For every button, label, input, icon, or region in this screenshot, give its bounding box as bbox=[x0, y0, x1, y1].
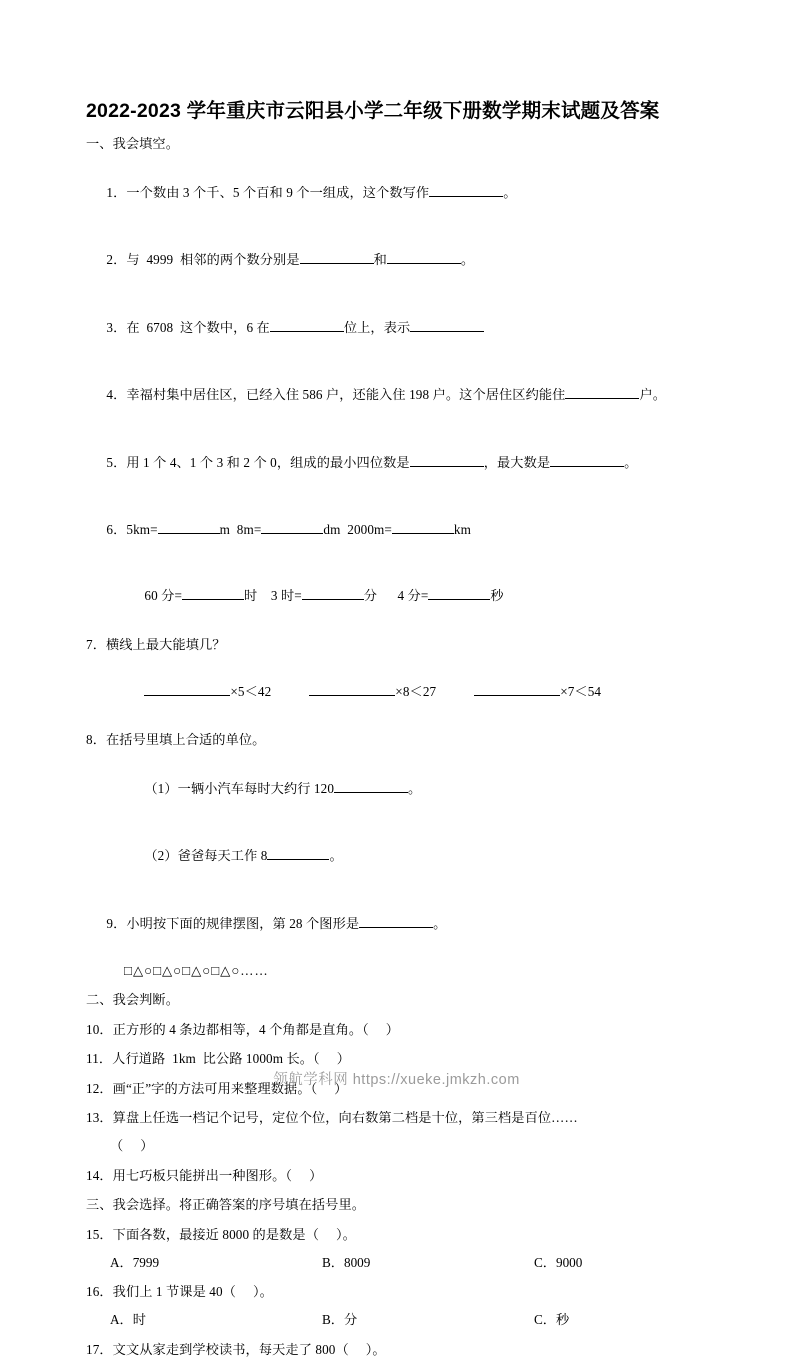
question-3-text-a: 3．在 6708 这个数中，6 在 bbox=[106, 319, 270, 335]
section-heading-fill-in: 一、我会填空。 bbox=[86, 136, 180, 151]
question-16: 16．我们上 1 节课是 40（ ）。 bbox=[86, 1284, 273, 1299]
answer-blank[interactable] bbox=[144, 683, 230, 696]
question-16-options bbox=[86, 1310, 706, 1329]
question-8-1-end: 。 bbox=[408, 780, 422, 796]
answer-blank[interactable] bbox=[392, 521, 454, 534]
answer-blank[interactable] bbox=[302, 587, 364, 600]
option-c[interactable]: C．9000 bbox=[534, 1254, 583, 1270]
answer-blank[interactable] bbox=[267, 847, 329, 860]
question-8-1-text: （1）一辆小汽车每时大约行 120 bbox=[144, 780, 335, 796]
question-5-text-b: ，最大数是 bbox=[483, 454, 551, 470]
option-a[interactable]: A．7999 bbox=[110, 1254, 160, 1270]
question-2-end: 。 bbox=[460, 252, 475, 267]
question-7-blanks bbox=[86, 663, 706, 720]
question-13: 13．算盘上任选一档记个记号，定位个位，向右数第二档是十位，第三档是百位…… bbox=[86, 1110, 578, 1125]
answer-blank[interactable] bbox=[410, 319, 484, 332]
question-6-text-a: 6．5km= bbox=[106, 522, 158, 537]
question-8-2-end: 。 bbox=[329, 848, 343, 863]
answer-blank[interactable] bbox=[410, 454, 484, 467]
question-9-sequence: □△○□△○□△○□△○…… bbox=[124, 962, 269, 978]
question-7-a: ×5＜42 bbox=[230, 683, 272, 699]
answer-blank[interactable] bbox=[182, 587, 244, 600]
answer-blank[interactable] bbox=[261, 521, 323, 534]
question-9 bbox=[86, 895, 706, 952]
question-1-end: 。 bbox=[503, 184, 517, 200]
question-8-2 bbox=[86, 827, 706, 884]
question-7: 7．横线上最大能填几？ bbox=[86, 636, 226, 652]
question-6-text-f: 时 3 时= bbox=[244, 588, 302, 603]
question-8-1 bbox=[86, 760, 706, 817]
question-3-text-b: 位上，表示 bbox=[343, 319, 411, 335]
watermark: 领航学科网 https://xueke.jmkzh.com bbox=[273, 1072, 520, 1088]
answer-blank[interactable] bbox=[300, 251, 374, 264]
question-6-text-c: dm 2000m= bbox=[323, 522, 392, 537]
page-title: 2022-2023 学年重庆市云阳县小学二年级下册数学期末试题及答案 bbox=[86, 100, 660, 122]
question-2 bbox=[86, 231, 706, 288]
answer-blank[interactable] bbox=[158, 521, 220, 534]
question-7-b: ×8＜27 bbox=[395, 683, 437, 699]
question-15-options bbox=[86, 1253, 706, 1272]
answer-blank[interactable] bbox=[334, 780, 408, 793]
answer-blank[interactable] bbox=[309, 683, 395, 696]
answer-blank[interactable] bbox=[428, 587, 490, 600]
question-5-end: 。 bbox=[624, 454, 638, 470]
answer-blank[interactable] bbox=[270, 319, 344, 332]
section-heading-judge: 二、我会判断。 bbox=[86, 992, 180, 1007]
section-heading-choice: 三、我会选择。将正确答案的序号填在括号里。 bbox=[86, 1197, 366, 1212]
question-9-text: 9．小明按下面的规律摆图，第 28 个图形是 bbox=[106, 915, 360, 931]
answer-blank[interactable] bbox=[565, 386, 639, 399]
question-4-text: 4．幸福村集中居住区，已经入住 586 户，还能入住 198 户。这个居住区约能住 bbox=[106, 387, 566, 402]
question-12: 12．画“正”字的方法可用来整理数据。（ ） bbox=[86, 1080, 348, 1096]
question-8-2-text: （2）爸爸每天工作 8 bbox=[144, 848, 268, 863]
question-8: 8．在括号里填上合适的单位。 bbox=[86, 732, 266, 747]
option-b[interactable]: B．分 bbox=[322, 1312, 358, 1327]
question-11: 11．人行道路 1km 比公路 1000m 长。（ ） bbox=[86, 1051, 350, 1066]
document-content bbox=[86, 94, 706, 1369]
question-1-text: 1．一个数由 3 个千、5 个百和 9 个一组成，这个数写作 bbox=[106, 184, 430, 200]
option-c[interactable]: C．秒 bbox=[534, 1312, 570, 1327]
answer-blank[interactable] bbox=[550, 454, 624, 467]
option-a[interactable]: A．时 bbox=[110, 1312, 146, 1327]
question-6 bbox=[86, 501, 706, 558]
question-5 bbox=[86, 434, 706, 491]
question-7-c: ×7＜54 bbox=[560, 683, 602, 699]
question-2-text-a: 2．与 4999 相邻的两个数分别是 bbox=[106, 252, 300, 267]
question-14: 14．用七巧板只能拼出一种图形。（ ） bbox=[86, 1167, 323, 1183]
option-b[interactable]: B．8009 bbox=[322, 1254, 371, 1270]
answer-blank[interactable] bbox=[474, 683, 560, 696]
question-6-text-g: 分 4 分= bbox=[363, 588, 429, 603]
question-10: 10．正方形的 4 条边都相等，4 个角都是直角。（ ） bbox=[86, 1021, 400, 1037]
question-4 bbox=[86, 366, 706, 423]
answer-blank[interactable] bbox=[359, 915, 433, 928]
question-5-text-a: 5．用 1 个 4、1 个 3 和 2 个 0，组成的最小四位数是 bbox=[106, 454, 410, 470]
question-3 bbox=[86, 299, 706, 356]
question-6-text-h: 秒 bbox=[490, 588, 504, 603]
question-6-line2 bbox=[86, 567, 706, 624]
question-1 bbox=[86, 164, 706, 221]
question-15: 15．下面各数，最接近 8000 的是数是（ ）。 bbox=[86, 1226, 356, 1242]
question-6-text-b: m 8m= bbox=[219, 522, 262, 537]
question-6-text-d: km bbox=[453, 522, 471, 537]
question-13-continuation: （ ） bbox=[110, 1138, 154, 1153]
question-9-end: 。 bbox=[433, 915, 447, 931]
question-4-end: 户。 bbox=[639, 387, 667, 402]
question-2-text-b: 和 bbox=[373, 252, 387, 267]
answer-blank[interactable] bbox=[429, 184, 503, 197]
answer-blank[interactable] bbox=[387, 251, 461, 264]
question-17: 17．文文从家走到学校读书，每天走了 800（ ）。 bbox=[86, 1341, 386, 1357]
question-6-text-e: 60 分= bbox=[144, 588, 182, 603]
